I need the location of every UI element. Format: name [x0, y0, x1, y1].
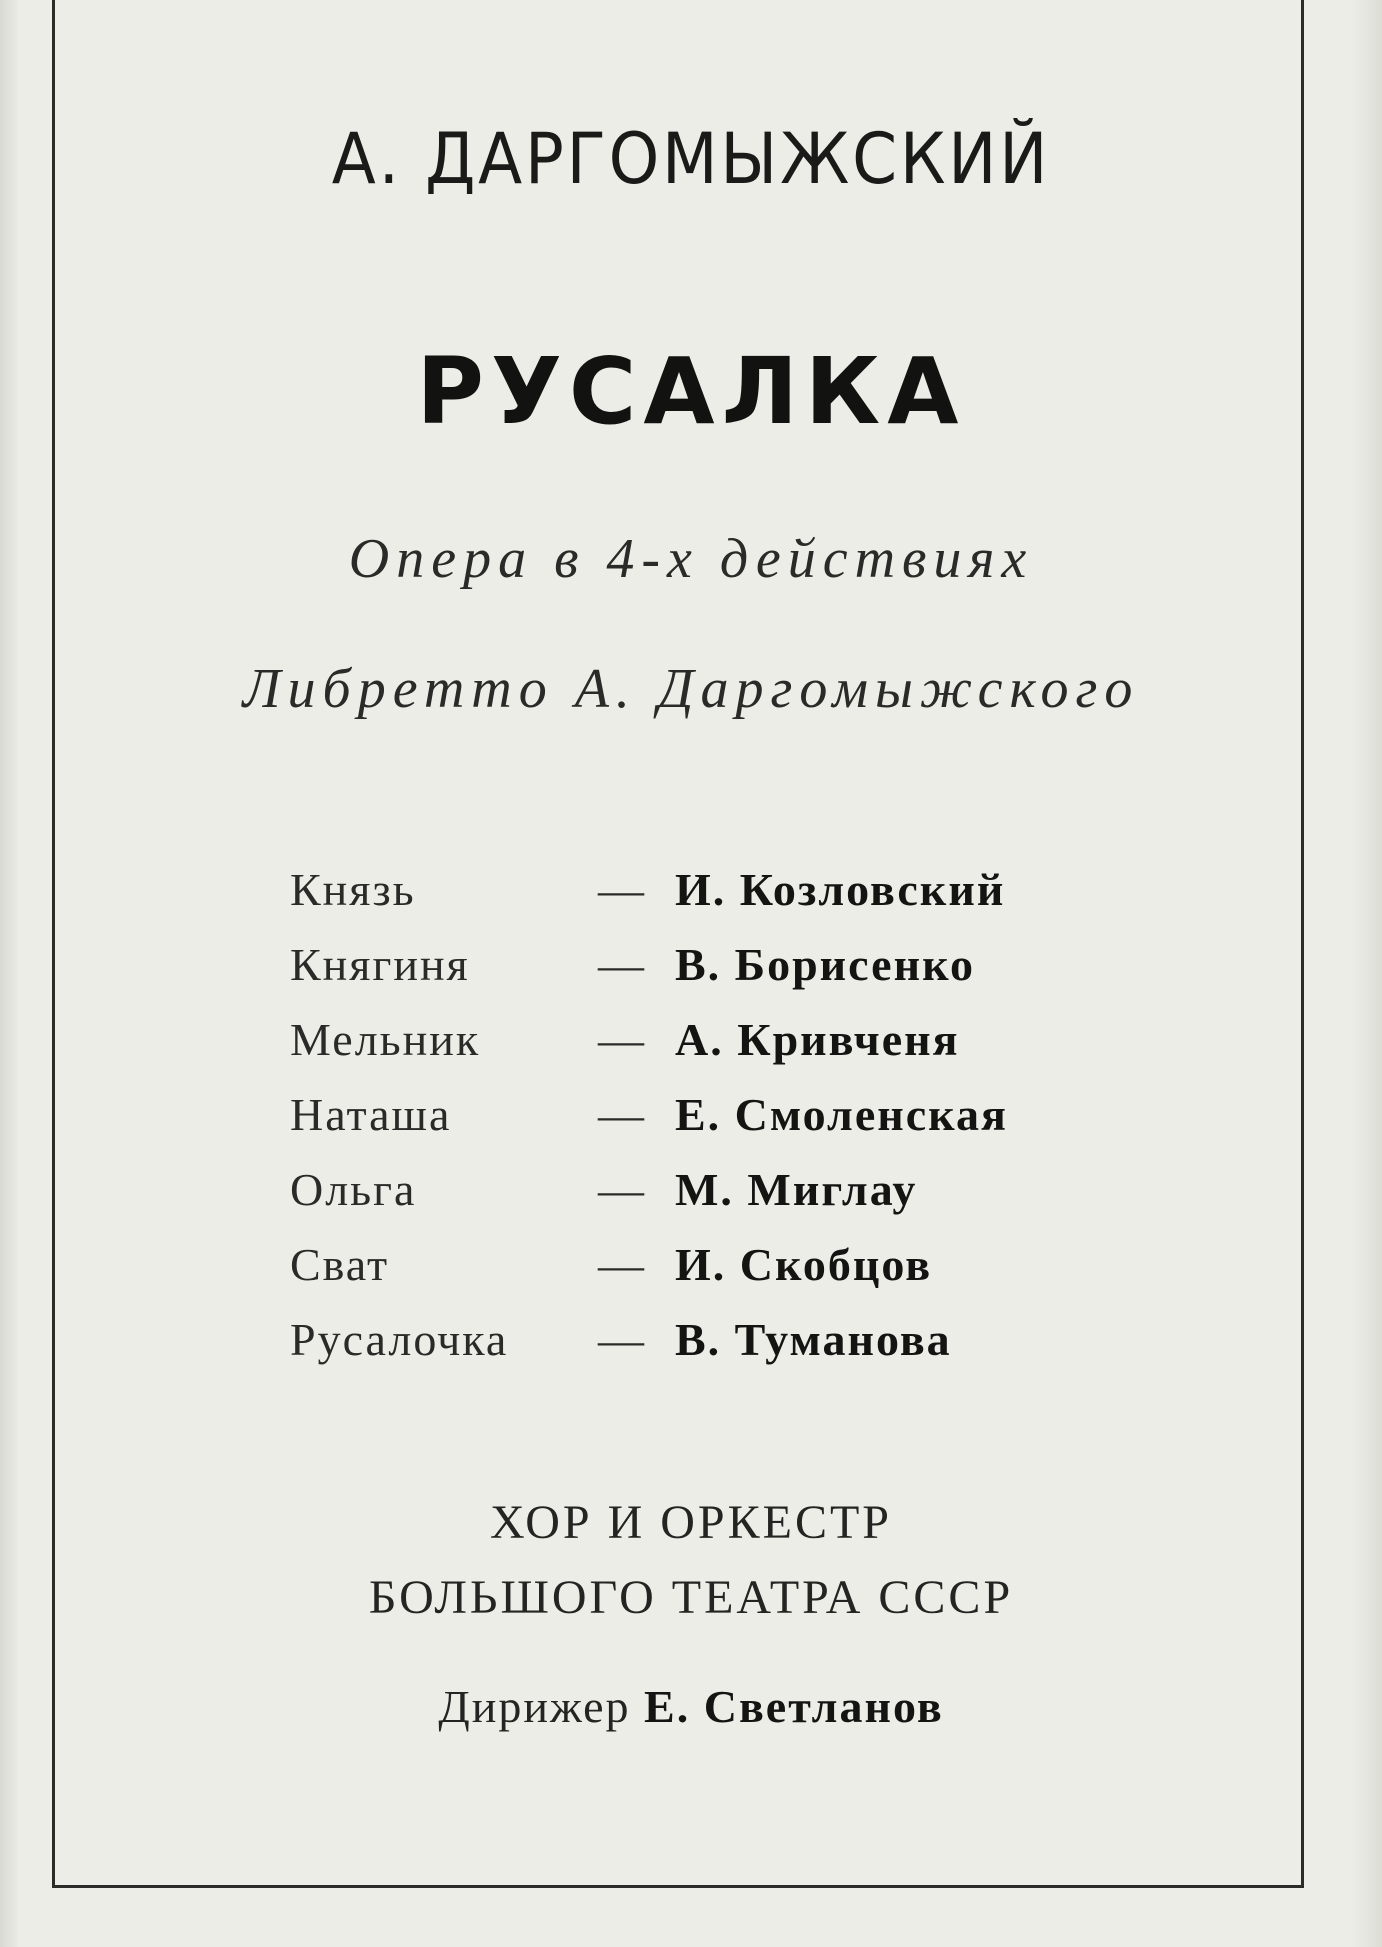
cast-performer: И. Козловский: [675, 864, 1006, 915]
cast-row: [290, 927, 1090, 1002]
cast-performer: М. Миглау: [675, 1164, 918, 1215]
cast-performer: А. Кривченя: [675, 1014, 960, 1065]
libretto-credit: Либретто А. Даргомыжского: [242, 658, 1140, 720]
cast-performer: И. Скобцов: [675, 1239, 933, 1290]
cast-dash: —: [598, 864, 644, 915]
cast-performer: В. Туманова: [675, 1314, 952, 1365]
cast-role: Князь: [290, 864, 416, 915]
cast-row: [290, 852, 1090, 927]
conductor-name: Е. Светланов: [644, 1681, 944, 1732]
cast-dash: —: [598, 1089, 644, 1140]
cast-role: Сват: [290, 1239, 390, 1290]
cast-role: Ольга: [290, 1164, 417, 1215]
ensemble-line-1: ХОР И ОРКЕСТР: [490, 1496, 892, 1549]
cast-list: [290, 852, 1090, 1377]
cast-dash: —: [598, 1314, 644, 1365]
cast-dash: —: [598, 1239, 644, 1290]
cast-row: [290, 1302, 1090, 1377]
cast-role: Княгиня: [290, 939, 470, 990]
conductor-label: Дирижер: [438, 1681, 631, 1732]
cast-performer: В. Борисенко: [675, 939, 975, 990]
cast-role: Русалочка: [290, 1314, 509, 1365]
ensemble-line-2: БОЛЬШОГО ТЕАТРА СССР: [368, 1571, 1014, 1624]
paper-edge-right: [1352, 0, 1382, 1947]
cast-role: Наташа: [290, 1089, 452, 1140]
opera-title: РУСАЛКА: [416, 338, 966, 445]
paper-edge-left: [0, 0, 18, 1947]
cast-performer: Е. Смоленская: [675, 1089, 1008, 1140]
cast-row: [290, 1227, 1090, 1302]
cast-role: Мельник: [290, 1014, 481, 1065]
conductor-credit: [0, 1680, 1382, 1733]
cast-dash: —: [598, 1014, 644, 1065]
cast-dash: —: [598, 939, 644, 990]
opera-subtitle: Опера в 4-х действиях: [348, 528, 1034, 590]
cast-row: [290, 1002, 1090, 1077]
composer-name: А. ДАРГОМЫЖСКИЙ: [331, 118, 1051, 200]
cast-row: [290, 1077, 1090, 1152]
cast-dash: —: [598, 1164, 644, 1215]
cast-row: [290, 1152, 1090, 1227]
